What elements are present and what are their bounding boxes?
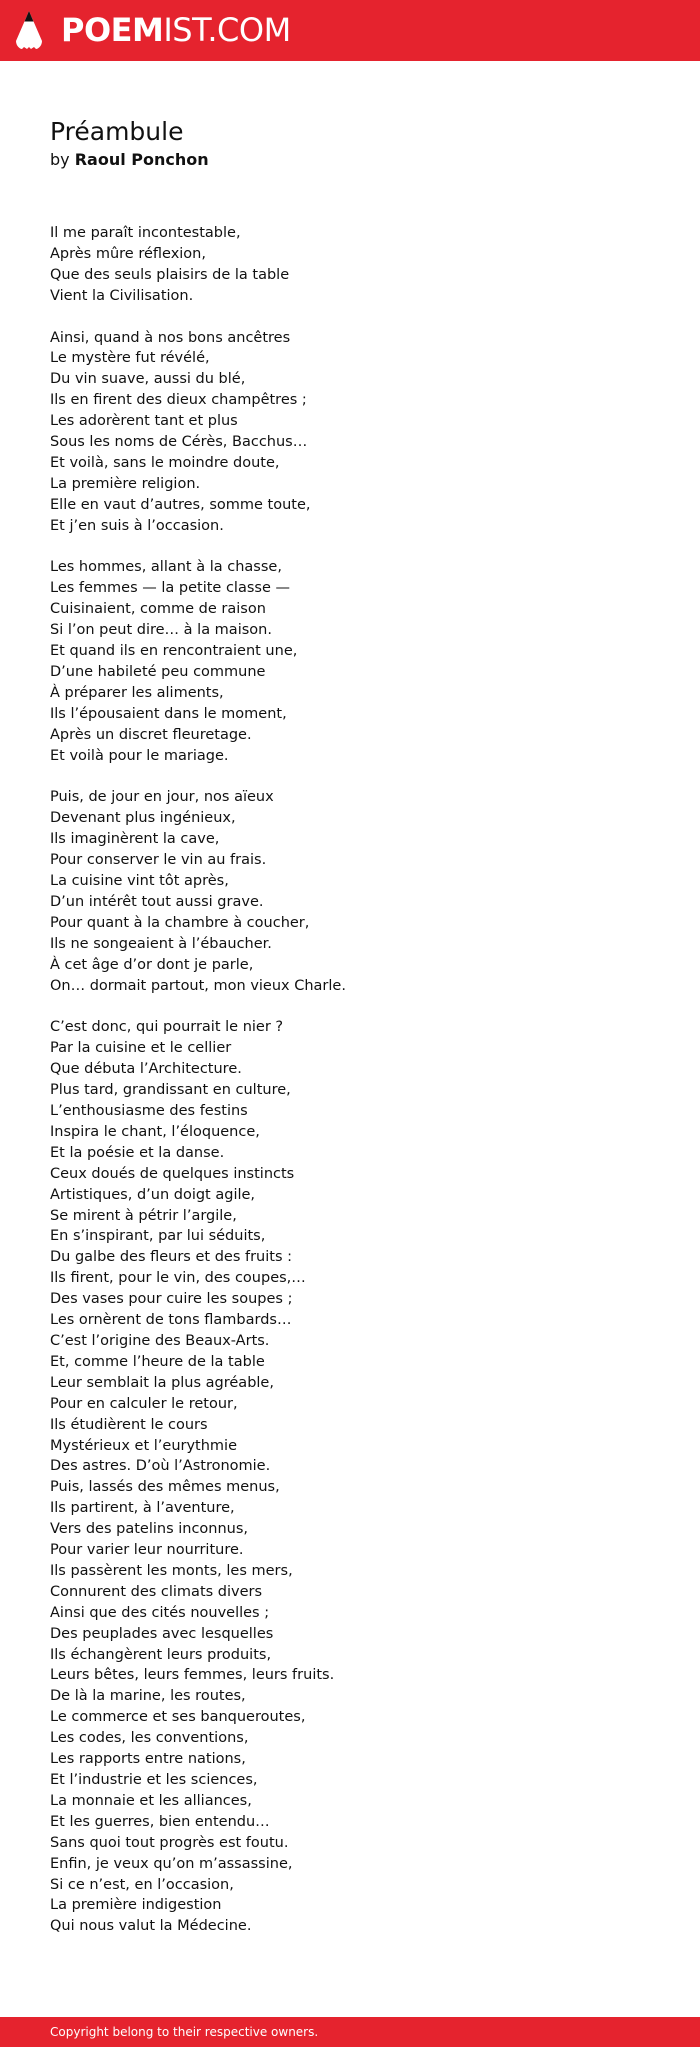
poem-line: Du galbe des fleurs et des fruits : bbox=[50, 1249, 292, 1266]
poem-line: C’est donc, qui pourrait le nier ? bbox=[50, 1019, 284, 1036]
poem-line: La première indigestion bbox=[50, 1897, 222, 1914]
site-footer bbox=[0, 2017, 700, 2047]
poem-line: Ils échangèrent leurs produits, bbox=[50, 1646, 272, 1663]
poem-line: Leur semblait la plus agréable, bbox=[50, 1374, 274, 1391]
poem-line: Pour en calculer le retour, bbox=[50, 1395, 238, 1412]
poem-line: Ils ne songeaient à l’ébaucher. bbox=[50, 935, 272, 952]
poem-line: Que débuta l’Architecture. bbox=[50, 1061, 242, 1078]
poem-line: Des peuplades avec lesquelles bbox=[50, 1625, 274, 1642]
poem-line: Ceux doués de quelques instincts bbox=[50, 1165, 295, 1182]
poem-line: Mystérieux et l’eurythmie bbox=[50, 1437, 237, 1454]
poem-line: Et la poésie et la danse. bbox=[50, 1144, 225, 1161]
poem-line: D’une habileté peu commune bbox=[50, 664, 266, 680]
logo-bold-text: POEM bbox=[61, 11, 164, 49]
poem-line: La monnaie et les alliances, bbox=[50, 1792, 252, 1809]
poem-line: Sous les noms de Cérès, Bacchus… bbox=[50, 434, 308, 451]
poem-line: Ils passèrent les monts, les mers, bbox=[50, 1562, 293, 1579]
poem-line: Enfin, je veux qu’on m’assassine, bbox=[50, 1855, 293, 1872]
poem-stanza bbox=[50, 557, 650, 766]
poem-stanza bbox=[50, 787, 650, 996]
poem-line: L’enthousiasme des festins bbox=[50, 1103, 248, 1119]
poem-line: Les femmes — la petite classe — bbox=[50, 580, 290, 597]
poem-content bbox=[50, 115, 650, 1958]
poem-line: Ainsi, quand à nos bons ancêtres bbox=[50, 329, 291, 346]
poem-line: Artistiques, d’un doigt agile, bbox=[50, 1186, 256, 1203]
poem-line: Et l’industrie et les sciences, bbox=[50, 1772, 258, 1788]
poem-stanza bbox=[50, 1017, 650, 1937]
poem-line: Ils en firent des dieux champêtres ; bbox=[50, 392, 307, 409]
byline bbox=[50, 149, 650, 171]
poem-line: Le commerce et ses banqueroutes, bbox=[50, 1709, 306, 1726]
poem-line: Elle en vaut d’autres, somme toute, bbox=[50, 496, 311, 513]
copyright-text: Copyright belong to their respective owners. bbox=[50, 2025, 319, 2039]
poem-line: Après mûre réflexion, bbox=[50, 245, 206, 262]
poem-line: Les adorèrent tant et plus bbox=[50, 413, 238, 430]
site-header bbox=[0, 0, 700, 61]
poem-line: Ils imaginèrent la cave, bbox=[50, 831, 220, 848]
poem-line: Puis, de jour en jour, nos aïeux bbox=[50, 789, 274, 806]
poem-line: Les hommes, allant à la chasse, bbox=[50, 559, 282, 576]
poem-line: Pour quant à la chambre à coucher, bbox=[50, 914, 310, 931]
poem-line: Se mirent à pétrir l’argile, bbox=[50, 1207, 237, 1224]
poem-line: On… dormait partout, mon vieux Charle. bbox=[50, 977, 346, 994]
poem-line: Devenant plus ingénieux, bbox=[50, 810, 236, 827]
poem-line: Des astres. D’où l’Astronomie. bbox=[50, 1458, 271, 1475]
poem-line: C’est l’origine des Beaux-Arts. bbox=[50, 1332, 270, 1349]
by-label: by bbox=[50, 150, 70, 169]
poem-line: Les rapports entre nations, bbox=[50, 1751, 246, 1768]
poem-line: Ils firent, pour le vin, des coupes,… bbox=[50, 1270, 306, 1287]
poem-line: Et, comme l’heure de la table bbox=[50, 1353, 265, 1370]
poem-line: Vient la Civilisation. bbox=[50, 287, 194, 304]
poem-stanza bbox=[50, 223, 650, 307]
poem-title: Préambule bbox=[50, 117, 184, 146]
poem-line: À cet âge d’or dont je parle, bbox=[50, 956, 254, 973]
poem-line: Ils partirent, à l’aventure, bbox=[50, 1500, 235, 1517]
poem-line: Connurent des climats divers bbox=[50, 1583, 263, 1600]
poem-line: Puis, lassés des mêmes menus, bbox=[50, 1479, 280, 1496]
poem-line: Ils étudièrent le cours bbox=[50, 1416, 208, 1433]
poem-line: Vers des patelins inconnus, bbox=[50, 1521, 249, 1538]
poem-line: Leurs bêtes, leurs femmes, leurs fruits. bbox=[50, 1667, 335, 1684]
poem-line: Et voilà pour le mariage. bbox=[50, 747, 229, 764]
poem-stanza bbox=[50, 328, 650, 537]
poem-line: Par la cuisine et le cellier bbox=[50, 1040, 232, 1057]
poem-line: Plus tard, grandissant en culture, bbox=[50, 1082, 291, 1099]
poem-line: Le mystère fut révélé, bbox=[50, 350, 210, 367]
site-logo[interactable] bbox=[61, 10, 291, 50]
poem-line: Qui nous valut la Médecine. bbox=[50, 1918, 252, 1935]
poem-line: De là la marine, les routes, bbox=[50, 1688, 246, 1705]
poem-line: Inspira le chant, l’éloquence, bbox=[50, 1123, 260, 1140]
pencil-icon[interactable] bbox=[14, 11, 44, 52]
poem-line: Que des seuls plaisirs de la table bbox=[50, 266, 290, 283]
poem-line: Et j’en suis à l’occasion. bbox=[50, 517, 224, 534]
poem-line: D’un intérêt tout aussi grave. bbox=[50, 893, 264, 910]
poem-line: En s’inspirant, par lui séduits, bbox=[50, 1228, 266, 1245]
poem-line: Il me paraît incontestable, bbox=[50, 225, 241, 241]
logo-light-text: IST.COM bbox=[163, 11, 291, 49]
poem-line: Du vin suave, aussi du blé, bbox=[50, 371, 246, 388]
poem-line: Les codes, les conventions, bbox=[50, 1730, 249, 1747]
poem-line: Pour conserver le vin au frais. bbox=[50, 852, 267, 869]
poem-line: Les ornèrent de tons flambards… bbox=[50, 1312, 292, 1329]
poem-line: Si ce n’est, en l’occasion, bbox=[50, 1876, 234, 1893]
poem-line: Et voilà, sans le moindre doute, bbox=[50, 454, 280, 471]
poem-line: Si l’on peut dire… à la maison. bbox=[50, 622, 272, 639]
poem-body bbox=[50, 223, 650, 1937]
poem-line: La première religion. bbox=[50, 475, 201, 492]
poem-line: Ainsi que des cités nouvelles ; bbox=[50, 1604, 270, 1621]
poem-line: Ils l’épousaient dans le moment, bbox=[50, 705, 287, 722]
author-name: Raoul Ponchon bbox=[74, 150, 209, 169]
poem-line: Pour varier leur nourriture. bbox=[50, 1542, 244, 1559]
poem-line: Sans quoi tout progrès est foutu. bbox=[50, 1834, 289, 1851]
poem-line: Des vases pour cuire les soupes ; bbox=[50, 1291, 293, 1308]
poem-line: La cuisine vint tôt après, bbox=[50, 873, 229, 890]
poem-line: Après un discret fleuretage. bbox=[50, 726, 252, 743]
poem-line: Et quand ils en rencontraient une, bbox=[50, 643, 298, 660]
poem-line: À préparer les aliments, bbox=[50, 684, 224, 701]
poem-line: Cuisinaient, comme de raison bbox=[50, 601, 266, 618]
poem-line: Et les guerres, bien entendu… bbox=[50, 1813, 270, 1830]
